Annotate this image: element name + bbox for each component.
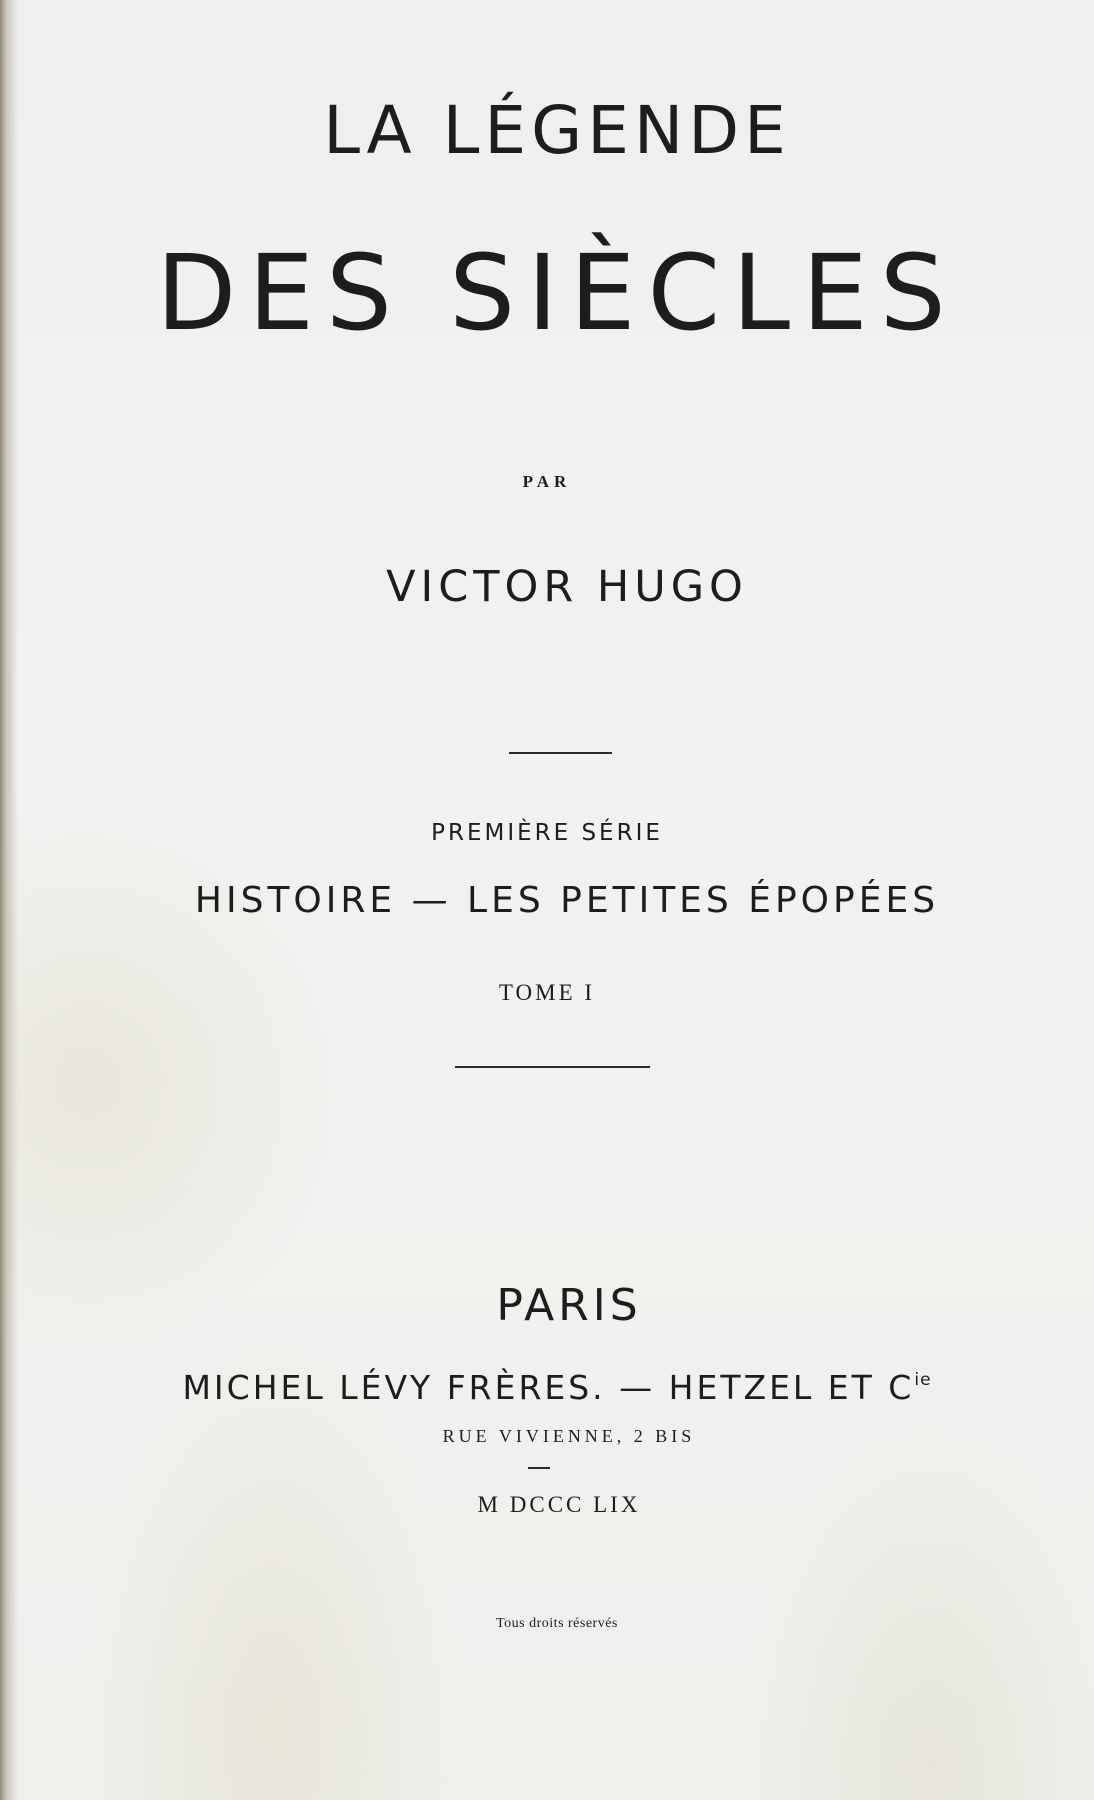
divider-rule-top: [509, 752, 612, 754]
author-name: VICTOR HUGO: [386, 562, 748, 612]
subtitle: HISTOIRE — LES PETITES ÉPOPÉES: [194, 880, 940, 921]
imprint-publisher: [0, 1368, 1094, 1407]
volume-label: TOME I: [498, 980, 596, 1005]
divider-rule-small: [528, 1467, 550, 1469]
imprint-address: RUE VIVIENNE, 2 BIS: [442, 1426, 696, 1446]
publisher-superscript: ie: [914, 1370, 932, 1390]
rights-notice: Tous droits réservés: [496, 1616, 618, 1631]
series-label: PREMIÈRE SÉRIE: [431, 820, 663, 846]
title-line-1: LA LÉGENDE: [323, 92, 791, 169]
by-label: PAR: [522, 472, 572, 491]
publisher-name: MICHEL LÉVY FRÈRES. — HETZEL ET C: [182, 1368, 915, 1407]
title-line-2: DES SIÈCLES: [156, 232, 958, 354]
imprint-year: M DCCC LIX: [477, 1492, 641, 1517]
imprint-city: PARIS: [496, 1280, 642, 1331]
divider-rule-middle: [455, 1066, 650, 1068]
